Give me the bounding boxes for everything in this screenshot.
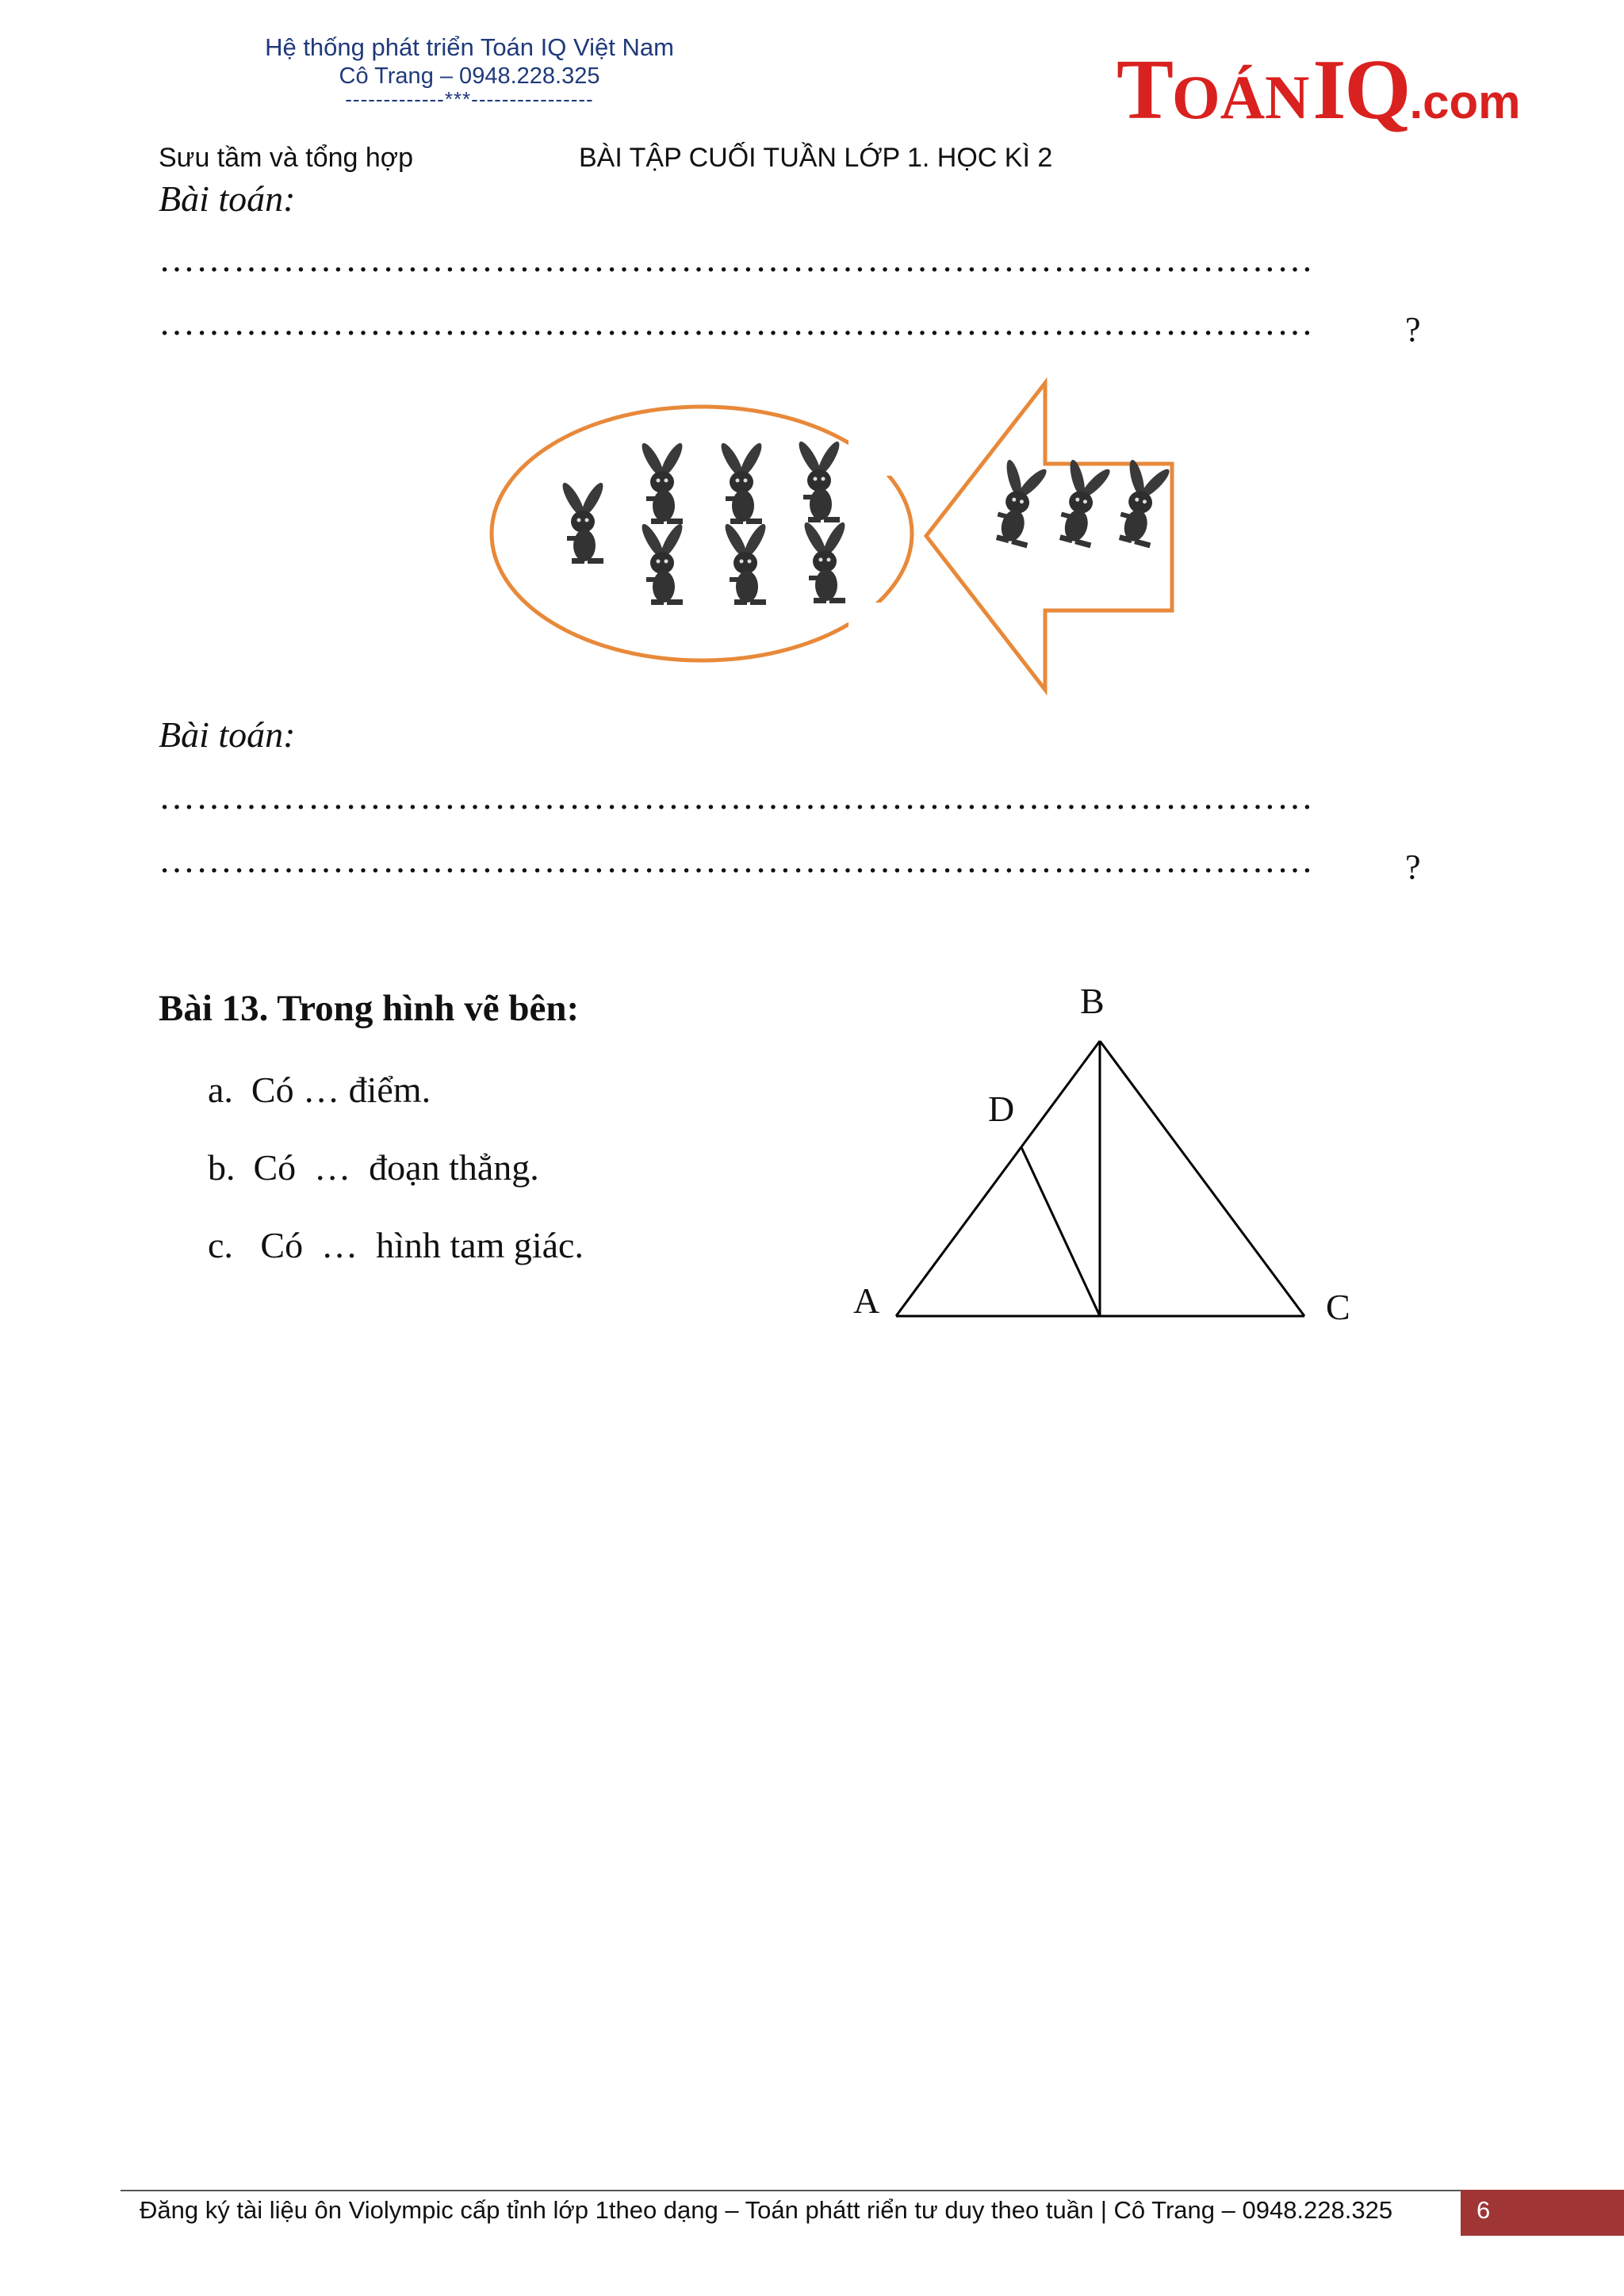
point-label-c: C	[1326, 1287, 1350, 1327]
rabbit	[559, 480, 607, 564]
triangle-figure	[841, 991, 1348, 1340]
problem1-question-mark: ?	[1405, 310, 1421, 349]
point-label-a: A	[853, 1280, 880, 1321]
problem2-question-mark: ?	[1405, 848, 1421, 886]
header-teacher: Cô Trang – 0948.228.325	[339, 63, 600, 89]
rabbits-inside-ellipse	[559, 439, 848, 605]
exercise13-option-c: c. Có … hình tam giác.	[208, 1225, 584, 1265]
page-number: 6	[1477, 2196, 1491, 2224]
rabbit	[795, 439, 843, 522]
rabbit	[718, 441, 765, 524]
subtitle-center: BÀI TẬP CUỐI TUẦN LỚP 1. HỌC KÌ 2	[579, 143, 1053, 173]
problem1-line2: …………………………………………………………………………………	[159, 302, 1314, 342]
footer-text: Đăng ký tài liệu ôn Violympic cấp tỉnh lớp 1theo dạng – Toán phátt riển tư duy theo tuần | Cô Trang – 0948.228.325	[140, 2196, 1393, 2224]
header-separator: -------------***----------------	[345, 87, 594, 111]
problem2-line2: …………………………………………………………………………………	[159, 840, 1314, 880]
exercise13-option-b: b. Có … đoạn thẳng.	[208, 1147, 539, 1188]
ellipse-gap-top	[848, 436, 928, 476]
problem2-line1: …………………………………………………………………………………	[159, 776, 1314, 817]
subtitle-left: Sưu tầm và tổng hợp	[159, 143, 414, 173]
exercise13-title: Bài 13. Trong hình vẽ bên:	[159, 988, 580, 1029]
problem1-label: Bài toán:	[159, 178, 296, 219]
segment-ab	[896, 1041, 1100, 1316]
point-label-b: B	[1080, 981, 1105, 1021]
rabbit	[801, 520, 848, 603]
toaniq-logo: TOÁN IQ.com	[1116, 43, 1521, 137]
segment-bc	[1100, 1041, 1304, 1316]
rabbit	[638, 522, 686, 605]
point-label-d: D	[988, 1089, 1015, 1129]
rabbit	[722, 522, 769, 605]
ellipse-gap-bottom	[848, 603, 928, 641]
problem1-line1: …………………………………………………………………………………	[159, 239, 1314, 279]
footer-divider	[121, 2190, 1461, 2191]
rabbit-illustration	[476, 373, 1189, 706]
exercise13-option-a: a. Có … điểm.	[208, 1070, 431, 1110]
problem2-label: Bài toán:	[159, 714, 296, 755]
rabbit	[638, 441, 686, 524]
header-org-name: Hệ thống phát triển Toán IQ Việt Nam	[265, 33, 674, 61]
segment-d-base	[1021, 1147, 1100, 1316]
